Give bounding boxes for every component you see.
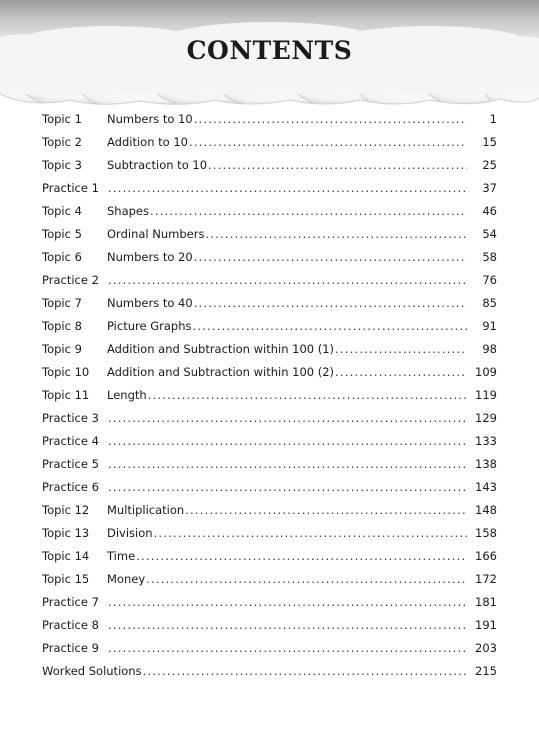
toc-label: Practice 7 [42,595,99,609]
toc-page-number: 25 [482,158,497,172]
toc-label: Topic 9 [42,342,82,356]
toc-row-worked-solutions[interactable] [42,660,497,683]
dot-leader [148,384,467,407]
toc-row[interactable] [42,223,497,246]
dot-leader [194,108,467,131]
dot-leader [185,499,467,522]
dot-leader [192,315,467,338]
dot-leader [108,614,467,637]
toc-page-number: 119 [475,388,497,402]
toc-page-number: 1 [489,112,497,126]
toc-row[interactable] [42,407,497,430]
toc-label: Topic 8 [42,319,82,333]
toc-row[interactable] [42,108,497,131]
toc-label: Topic 7 [42,296,82,310]
toc-label: Topic 2 [42,135,82,149]
toc-label: Topic 12 [42,503,90,517]
toc-row[interactable] [42,361,497,384]
toc-page-number: 133 [475,434,497,448]
toc-label: Topic 1 [42,112,82,126]
toc-label: Practice 9 [42,641,99,655]
toc-label: Topic 10 [42,365,90,379]
toc-label: Practice 5 [42,457,99,471]
toc-page-number: 181 [475,595,497,609]
dot-leader [189,131,467,154]
toc-page-number: 109 [475,365,497,379]
toc-page-number: 85 [482,296,497,310]
toc-row[interactable] [42,131,497,154]
toc-row[interactable] [42,499,497,522]
dot-leader [335,338,467,361]
toc-title: Division [107,526,153,540]
toc-page-number: 191 [475,618,497,632]
dot-leader [108,269,467,292]
toc-label: Practice 2 [42,273,99,287]
toc-title: Numbers to 40 [107,296,193,310]
toc-title: Numbers to 10 [107,112,193,126]
toc-title: Addition and Subtraction within 100 (1) [107,342,335,356]
toc-page-number: 98 [482,342,497,356]
toc-page-number: 172 [475,572,497,586]
toc-row[interactable] [42,269,497,292]
toc-label: Topic 13 [42,526,90,540]
toc-row[interactable] [42,246,497,269]
toc-label: Topic 11 [42,388,90,402]
toc-label: Topic 6 [42,250,82,264]
toc-title: Length [107,388,147,402]
dot-leader [205,223,467,246]
toc-row[interactable] [42,200,497,223]
toc-page-number: 148 [475,503,497,517]
page-title: CONTENTS [186,36,353,65]
toc-title: Addition and Subtraction within 100 (2) [107,365,335,379]
dot-leader [136,545,467,568]
toc-row[interactable] [42,292,497,315]
toc-page-number: 15 [482,135,497,149]
toc-page-number: 158 [475,526,497,540]
toc-row[interactable] [42,545,497,568]
toc-page-number: 37 [482,181,497,195]
dot-leader [194,246,467,269]
toc-label: Topic 15 [42,572,90,586]
dot-leader [208,154,467,177]
dot-leader [108,476,467,499]
dot-leader [194,292,467,315]
toc-title: Shapes [107,204,150,218]
toc-row[interactable] [42,338,497,361]
toc-row[interactable] [42,315,497,338]
toc-row[interactable] [42,591,497,614]
toc-label: Practice 1 [42,181,99,195]
toc-row[interactable] [42,453,497,476]
toc-title: Addition to 10 [107,135,188,149]
toc-row[interactable] [42,522,497,545]
toc-row[interactable] [42,476,497,499]
toc-page-number: 166 [475,549,497,563]
toc-label: Practice 3 [42,411,99,425]
table-of-contents [42,108,497,683]
toc-page-number: 46 [482,204,497,218]
dot-leader [108,453,467,476]
toc-page-number: 129 [475,411,497,425]
toc-label: Topic 5 [42,227,82,241]
toc-row[interactable] [42,430,497,453]
dot-leader [108,637,467,660]
toc-page-number: 215 [475,664,497,678]
toc-label: Practice 6 [42,480,99,494]
toc-page-number: 203 [475,641,497,655]
toc-title: Picture Graphs [107,319,192,333]
toc-page-number: 138 [475,457,497,471]
dot-leader [108,407,467,430]
toc-row[interactable] [42,568,497,591]
dot-leader [335,361,467,384]
toc-page-number: 91 [482,319,497,333]
toc-title: Multiplication [107,503,185,517]
toc-row[interactable] [42,614,497,637]
dot-leader [146,568,467,591]
toc-label: Practice 4 [42,434,99,448]
toc-title: Numbers to 20 [107,250,193,264]
toc-title: Worked Solutions [42,664,142,678]
toc-label: Topic 14 [42,549,90,563]
dot-leader [108,591,467,614]
dot-leader [154,522,467,545]
dot-leader [150,200,467,223]
toc-page-number: 58 [482,250,497,264]
toc-row[interactable] [42,154,497,177]
toc-title: Subtraction to 10 [107,158,208,172]
toc-page-number: 143 [475,480,497,494]
toc-title: Money [107,572,146,586]
toc-page-number: 54 [482,227,497,241]
toc-row[interactable] [42,637,497,660]
toc-page-number: 76 [482,273,497,287]
toc-row[interactable] [42,177,497,200]
toc-label: Topic 3 [42,158,82,172]
dot-leader [108,430,467,453]
toc-row[interactable] [42,384,497,407]
dot-leader [143,660,467,683]
dot-leader [108,177,467,200]
toc-label: Topic 4 [42,204,82,218]
toc-label: Practice 8 [42,618,99,632]
toc-title: Time [107,549,136,563]
toc-title: Ordinal Numbers [107,227,205,241]
